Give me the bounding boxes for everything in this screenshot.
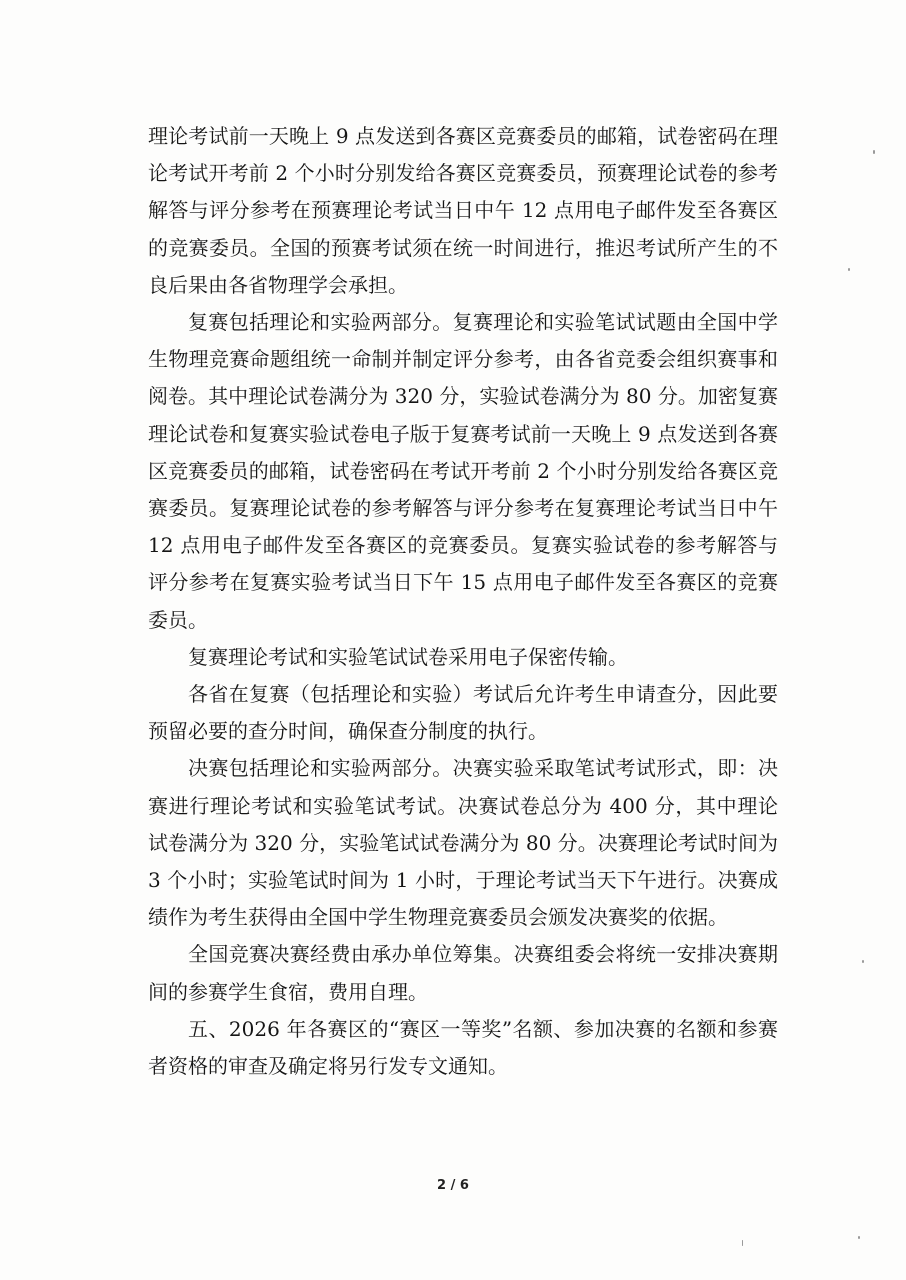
scan-speck <box>742 1240 743 1246</box>
paragraph-electronic-transmission: 复赛理论考试和实验笔试试卷采用电子保密传输。 <box>188 644 628 669</box>
paragraph-score-review: 各省在复赛（包括理论和实验）考试后允许考生申请查分，因此要预留必要的查分时间，确保查分制度的执行。 <box>148 682 778 744</box>
page-number: 2 / 6 <box>437 1178 469 1193</box>
scan-speck <box>848 268 850 271</box>
paragraph-final-description: 决赛包括理论和实验两部分。决赛实验采取笔试考试形式，即：决赛进行理论考试和实验笔试考试。决赛试卷总分为 400 分，其中理论试卷满分为 320 分，实验笔试试卷满分为 80 分。决赛理论考试时间为 3 个小时；实验笔试时间为 1 小时，于理论考试当天下午进行。决赛成绩作为考生获得由全国中学生物理竞赛委员会颁发决赛奖的依据。 <box>148 756 778 930</box>
document-body <box>148 118 778 1085</box>
scan-speck <box>858 1236 860 1239</box>
paragraph-final-funding: 全国竞赛决赛经费由承办单位筹集。决赛组委会将统一安排决赛期间的参赛学生食宿，费用自理。 <box>148 942 778 1004</box>
scan-speck <box>873 150 875 154</box>
paragraph-exam-schedule-continued: 理论考试前一天晚上 9 点发送到各赛区竞赛委员的邮箱，试卷密码在理论考试开考前 2 个小时分别发给各赛区竞赛委员，预赛理论试卷的参考解答与评分参考在预赛理论考试当日中午 12 点用电子邮件发至各赛区的竞赛委员。全国的预赛考试须在统一时间进行，推迟考试所产生的不良后果由各省物理学会承担。 <box>148 124 778 297</box>
paragraph-semifinal-description: 复赛包括理论和实验两部分。复赛理论和实验笔试试题由全国中学生物理竞赛命题组统一命制并制定评分参考，由各省竞委会组织赛事和阅卷。其中理论试卷满分为 320 分，实验试卷满分为 80 分。加密复赛理论试卷和复赛实验试卷电子版于复赛考试前一天晚上 9 点发送到各赛区竞赛委员的邮箱，试卷密码在考试开考前 2 个小时分别发给各赛区竞赛委员。复赛理论试卷的参考解答与评分参考在复赛理论考试当日中午 12 点用电子邮件发至各赛区的竞赛委员。复赛实验试卷的参考解答与评分参考在复赛实验考试当日下午 15 点用电子邮件发至各赛区的竞赛委员。 <box>148 310 778 632</box>
paragraph-section-five: 五、2026 年各赛区的“赛区一等奖”名额、参加决赛的名额和参赛者资格的审查及确定将另行发专文通知。 <box>148 1016 778 1079</box>
scan-speck <box>862 960 864 963</box>
